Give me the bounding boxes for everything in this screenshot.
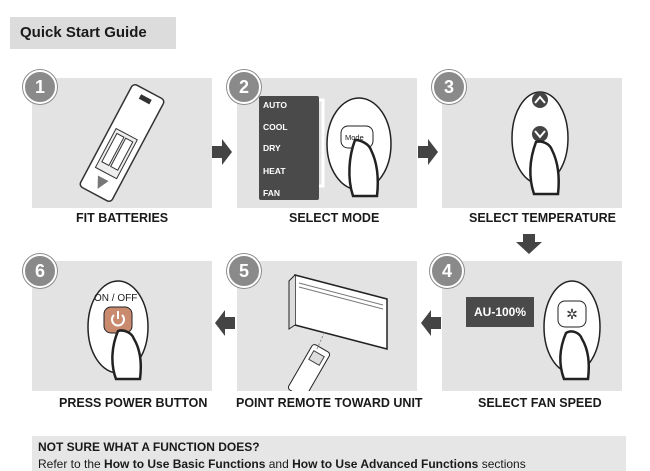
step-4-caption: SELECT FAN SPEED	[478, 396, 602, 410]
info-note	[32, 436, 626, 471]
step-1-caption: FIT BATTERIES	[76, 211, 169, 225]
step-6-caption: PRESS POWER BUTTON	[59, 396, 208, 410]
note-prefix: Refer to the	[38, 457, 105, 471]
step-3-panel	[442, 78, 622, 208]
mode-button-label: Mode	[345, 133, 364, 142]
step-5-panel	[237, 261, 417, 391]
mode-fan: FAN	[263, 188, 280, 198]
power-button-label: ON / OFF	[94, 293, 138, 304]
note-link-advanced: How to Use Advanced Functions	[292, 457, 479, 471]
note-heading: NOT SURE WHAT A FUNCTION DOES?	[38, 440, 260, 454]
step-4-number: 4	[430, 254, 464, 288]
step-1-number: 1	[23, 70, 57, 104]
note-link-basic: How to Use Basic Functions	[104, 457, 266, 471]
page-title: Quick Start Guide	[20, 24, 147, 41]
note-suffix: sections	[478, 457, 526, 471]
step-6-number: 6	[23, 254, 57, 288]
arrow-down-icon	[514, 232, 544, 256]
title-bar	[10, 17, 176, 49]
step-2-number: 2	[227, 70, 261, 104]
mode-dry: DRY	[263, 143, 281, 153]
note-mid: and	[265, 457, 293, 471]
step-5-number: 5	[227, 254, 261, 288]
power-remote-icon	[32, 261, 212, 391]
mode-list-panel	[259, 96, 319, 200]
mode-auto: AUTO	[263, 100, 287, 110]
step-2-caption: SELECT MODE	[289, 211, 380, 225]
arrow-right-icon	[210, 137, 234, 167]
step-3-caption: SELECT TEMPERATURE	[469, 211, 616, 225]
arrow-left-icon	[419, 308, 443, 338]
mode-heat: HEAT	[263, 166, 286, 176]
step-1-panel	[32, 78, 212, 208]
arrow-right-icon	[416, 137, 440, 167]
step-6-panel	[32, 261, 212, 391]
battery-remote-icon	[32, 78, 212, 208]
svg-text:✲: ✲	[566, 306, 578, 322]
step-3-number: 3	[432, 70, 466, 104]
mode-cool: COOL	[263, 122, 288, 132]
temperature-remote-icon	[442, 78, 622, 208]
indoor-unit-icon	[237, 261, 417, 391]
note-body	[38, 457, 526, 471]
step-5-caption: POINT REMOTE TOWARD UNIT	[236, 396, 423, 410]
fan-speed-display: AU-100%	[466, 297, 534, 327]
arrow-left-icon	[213, 308, 237, 338]
